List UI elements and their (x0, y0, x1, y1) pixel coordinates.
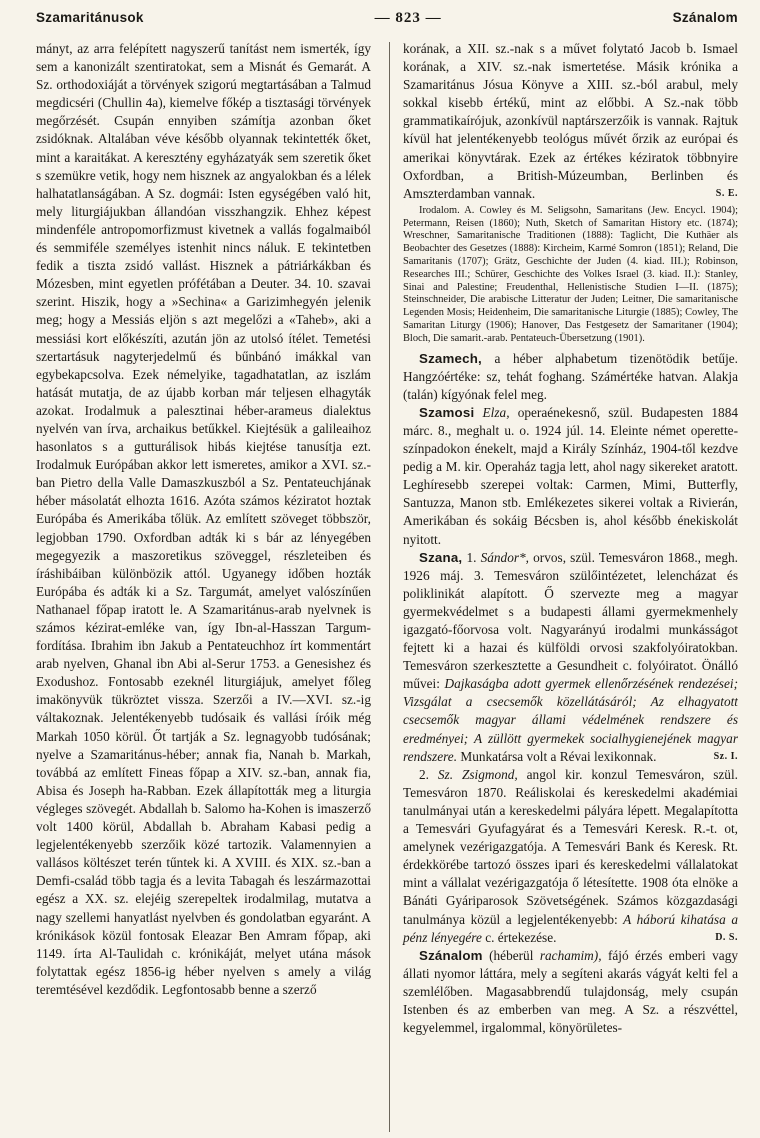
entry-hebrew-term: rachamim), (533, 947, 602, 963)
entry-headword: Szamech, (419, 350, 482, 366)
entry-given-name: Elza, (474, 404, 510, 420)
entry-szana-2 (403, 766, 738, 947)
left-column-text: mányt, az arra felépített nagyszerű tanítást nem ismerték, így sem a kanonizált szentiratokat, sem a Misnát és Gemarát. A Sz. orthodoxiáját a törvények szigorú megtartásában a Talmud megdicséri (Chullin 4a), kiemelve főkép a tisztasági törvények megőrzését. Csupán ennyiben számítja azonban őket zsidóknak. Altalában véve később olyannak tekintették őket, mint a karaitákat. A keresztény egyházatyák sem szeretik őket s szemükre vetik, hogy nem hisznek az angyalokban és a lélek halhatatlanságában. A Sz. dogmái: Isten egységében való hit, mely liturgiájukban állandóan visszhangzik. Ehhez képest mindenféle antropomorfizmust kivetnek a vallás fogalmaiból és semmiféle személyes istenhit nincs náluk. E tekintetben fedik a tiszta zsidó vallást. Hisznek a pátriárkákban és Mózesben, mint egyetlen prófétában a Deuter. 34. 10. szavai szerint. Hiszik, hogy a »Sechina« a Garizimhegyén jelenik meg; hogy a Messiás eljön s azt megelőzi a «Taheb», aki a messiási kort előkészíti, azután jön az utolsó ítélet. Temetési szertartásuk nagyterjedelmű és bűnbánó imákkal van egybekapcsolva. Ezek némelyike, tagadhatatlan, az iszlám hatását mutatja, de az újabb korban már teljesen elhagyták azokat. Irodalmuk a palesztinai héber-arameus dialektus nyelvén van írva, archaikus betűkkel. Kiejtésük a galileaihoz hasonlatos s a gutturálisok hibás kiejtése tanusítja ezt. Irodalmuk Európában akkor lett ismeretes, amikor a XVI. sz.-ban Pietro della Valle Damaszkuszból a Sz. Pentateuchjának héber másolatát elhozta 1616. Azóta számos kéziratot hoztak Európába és Amerikába tőlük. Az említett szöveget többször, legjobban 1790. Oxfordban adták ki s bár az lényegében megegyezik a maszoretikus szöveggel, részleteiben és íráshibáiban különbözik attól. Ugyanegy időben hozták Európába és adták ki a Sz. Targumát, amelyet valószínűen Nathanael főpap iratott le. A Szamaritánus-arab nyelvnek is számos kézirat-emléke van, így Ibn-al-Hasszan Targum-fordítása. Ibrahim ibn Jakub a Pentateuchhoz írt kommentárt arab nyelven, Ghanal ibn Abi al-Serur 1753. a Genesishez és Exodushoz. Fontosabb ezeknél liturgiájuk, amelyet főleg imakönyvük tükröztet vissza. Szerzői a IV.—XVI. sz.-ig váltakoznak. Jelentékenyebb tudósaik és vallási íróik még Markah 1050 körül. Őt tartják a Sz. legnagyobb tudósának; nyelve a Szamaritánus-héber; annak fia, Nanah b. Markah, továbbá az említett Fineas főpap a XIV. sz.-ban, annak fia, Abisa és Joseph ha-Rabban. Ezek állapították meg a liturgia végleges szövegét. Abdallah b. Salomo ha-Kohen is imaszerző volt 1400 körül, Abdallah b. Abraham Kabasi pedig a legjelentékenyebb szerzőik közé tartozik. Valamennyien a vallásos költészet terén tűntek ki. A XVIII. és XIX. sz.-ban a Demfi-család több tagja és a levita Tabagah és leszármazottai egész a XX. sz. elejéig szerepeltek irodalmilag, mutatva a nagy szellemi hanyatlást nyelvben és gondolatban egyaránt. A krónikások közül fontosak Eleazar Ben Amram főpap, aki 1149. írta Al-Taulidah c. krónikáját, melyet utána mások folytattak egész 1856-ig héber nyelven s amely a világ teremtésével kezdődik. Legfontosabb benne a szerző (36, 41, 371, 997)
entry-works: A háború kihatása a pénz lényegére (403, 911, 738, 945)
entry-body: a héber alphabetum tizenötödik betűje. Hangzóértéke: sz, tehát foghang. Számértéke hatvan. Alakja (talán) kígyónak felel meg. (403, 350, 738, 402)
entry-tail: c. értekezése. (481, 929, 557, 945)
entry-works: Dajkaságba adott gyermek ellenőrzésének rendezései; Vizsgálat a csecsemők közellátásáról; Az elhagyatott csecsemők magyar állami védelmének rendszere és eredményei; A züllött gyermekek socialhygienejének magyar rendszere. (403, 676, 738, 764)
continuation-text: korának, a XII. sz.-nak s a művet folytató Jacob b. Ismael korának, a XIV. sz.-nak ismertetése. Másik krónika a Szamaritánus Jósua Könyve a XIII. sz.-ból arabul, mely sokkal kisebb értékű, mint az előbbi. A Sz.-nak több grammatikaírójuk, azonkívül naptárszerzőik is vannak. Rajtuk kívül hat jelentékenyebb teológus művét őrzik az európai és amerikai könyvtárak. Ezek az értékes kéziratok többnyire Oxfordban, a British-Múzeumban, Berlinben és Amszterdamban vannak. (403, 41, 738, 201)
entry-body: operaénekesnő, szül. Budapesten 1884 márc. 8., meghalt u. o. 1924 júl. 14. Eleinte német operette-színpadokon énekelt, majd a Király Színház, 1904-től kezdve pedig a M. kir. Operaház tagja lett, ahol nagy sikereket aratott. Leghíresebb szerepei voltak: Carmen, Mimi, Butterfly, Santuzza, Manon stb. Emlékezetes sikerei voltak a Rivierán, Amerikában és sokáig Bécsben is, ahol később énekiskolát nyitott. (403, 404, 738, 547)
author-signature: Sz. I. (713, 750, 738, 762)
author-signature: S. E. (715, 187, 738, 199)
author-signature: D. S. (715, 931, 738, 943)
two-column-body (36, 40, 738, 1130)
header-right-entry: Szánalom (672, 10, 738, 25)
entry-headword: Szánalom (419, 947, 483, 963)
entry-szana-1 (403, 549, 738, 766)
entry-szamech (403, 350, 738, 404)
entry-headword: Szamosi (419, 404, 475, 420)
page-number: — 823 — (374, 10, 442, 26)
entry-szanalom (403, 947, 738, 1037)
entry-headword: Szana, (419, 549, 463, 565)
entry-tail: Munkatársa volt a Révai lexikonnak. (457, 748, 657, 764)
entry-continuation (403, 40, 738, 203)
entry-number: 2. (419, 766, 429, 782)
bibliography: Irodalom. A. Cowley és M. Seligsohn, Samaritans (Jew. Encycl. 1904); Petermann, Reisen (1860); Nuth, Sketch of Samaritan History etc. (1874); Wreschner, Samaritanische Traditionen (1888): Taglicht, Die Kuthäer als Beobachter des Gesetzes (1888): Kircheim, Karmé Somron (1851); Reland, Die Samaritanis (1707); Grätz, Geschichte der Juden (4. kiad. III.); Robinson, Researches III.; Schürer, Geschichte des Volkes Israel (3. kiad. II.): Stanley, Sinai and Palestine; Freudenthal, Hellenistische Studien I—II. (1875); Steinschneider, Die arabische Litteratur der Juden; Leitner, Die samaritanische Legenden Mosis; Heidenheim, Die samaritanische Liturgie (1885); Cowley, The Samaritan Liturgy (1906); Hanover, Das Festgesetz der Samaritaner (1904); Bloch, Die samarit.-arab. Pentateuch-Übersetzung (1901). (403, 204, 738, 344)
entry-body: orvos, szül. Temesváron 1868., megh. 1926 máj. 3. Temesváron szülőintézetet, lelencházat és poliklinikát alapított. Ő szervezte meg a magyar gyermekvédelmet s a budapesti állami gyermekmenhely igazgató-főorvosa volt. Nagyarányú irodalmi munkásságot fejtett ki a hazai és külföldi orvosi szakfolyóiratokban. Temesváron szerkesztette a Gesundheit c. folyóiratot. Önálló művei: (403, 549, 738, 692)
entry-body: angol kir. konzul Temesváron, szül. Temesváron 1870. Reáliskolai és kereskedelmi akadémiai tanulmányai után a kereskedelmi pályára lépett. Megalapította a Temesvári Gyufagyárat és a Temesvári Keresk. R.-t. ot, amelynek vezérigazgatója. A Temesvári Bank és Keresk. Rt. érdekkörébe tartozó összes ipari és kereskedelmi vállalatokat mint a vállalat vezérigazgatója ő létesítette. 1908 óta elnöke a Bánáti Gyáriparosok Szövetségének. Számos közgazdasági tanulmánya közül a legjelentékenyebb: (403, 766, 738, 927)
header-left-entry: Szamaritánusok (36, 10, 144, 25)
running-header (36, 10, 738, 34)
entry-paren: (héberül (482, 947, 534, 963)
column-divider (389, 42, 390, 1132)
entry-given-name: Sz. Zsigmond, (428, 766, 518, 782)
left-column (36, 40, 377, 1130)
entry-given-name: Sándor*, (476, 549, 529, 565)
entry-number: 1. (462, 549, 477, 565)
right-column (393, 40, 738, 1130)
entry-szamosi (403, 404, 738, 549)
entry-body: fájó érzés emberi vagy állati nyomor láttára, mely a segíteni akarás vágyát kelti fel a szemlélőben. Magasabbrendű tulajdonság, mely csupán Istenben és az emberben van meg. A Sz. a részvéttel, kegyelemmel, irgalommal, könyörületes- (403, 947, 738, 1036)
